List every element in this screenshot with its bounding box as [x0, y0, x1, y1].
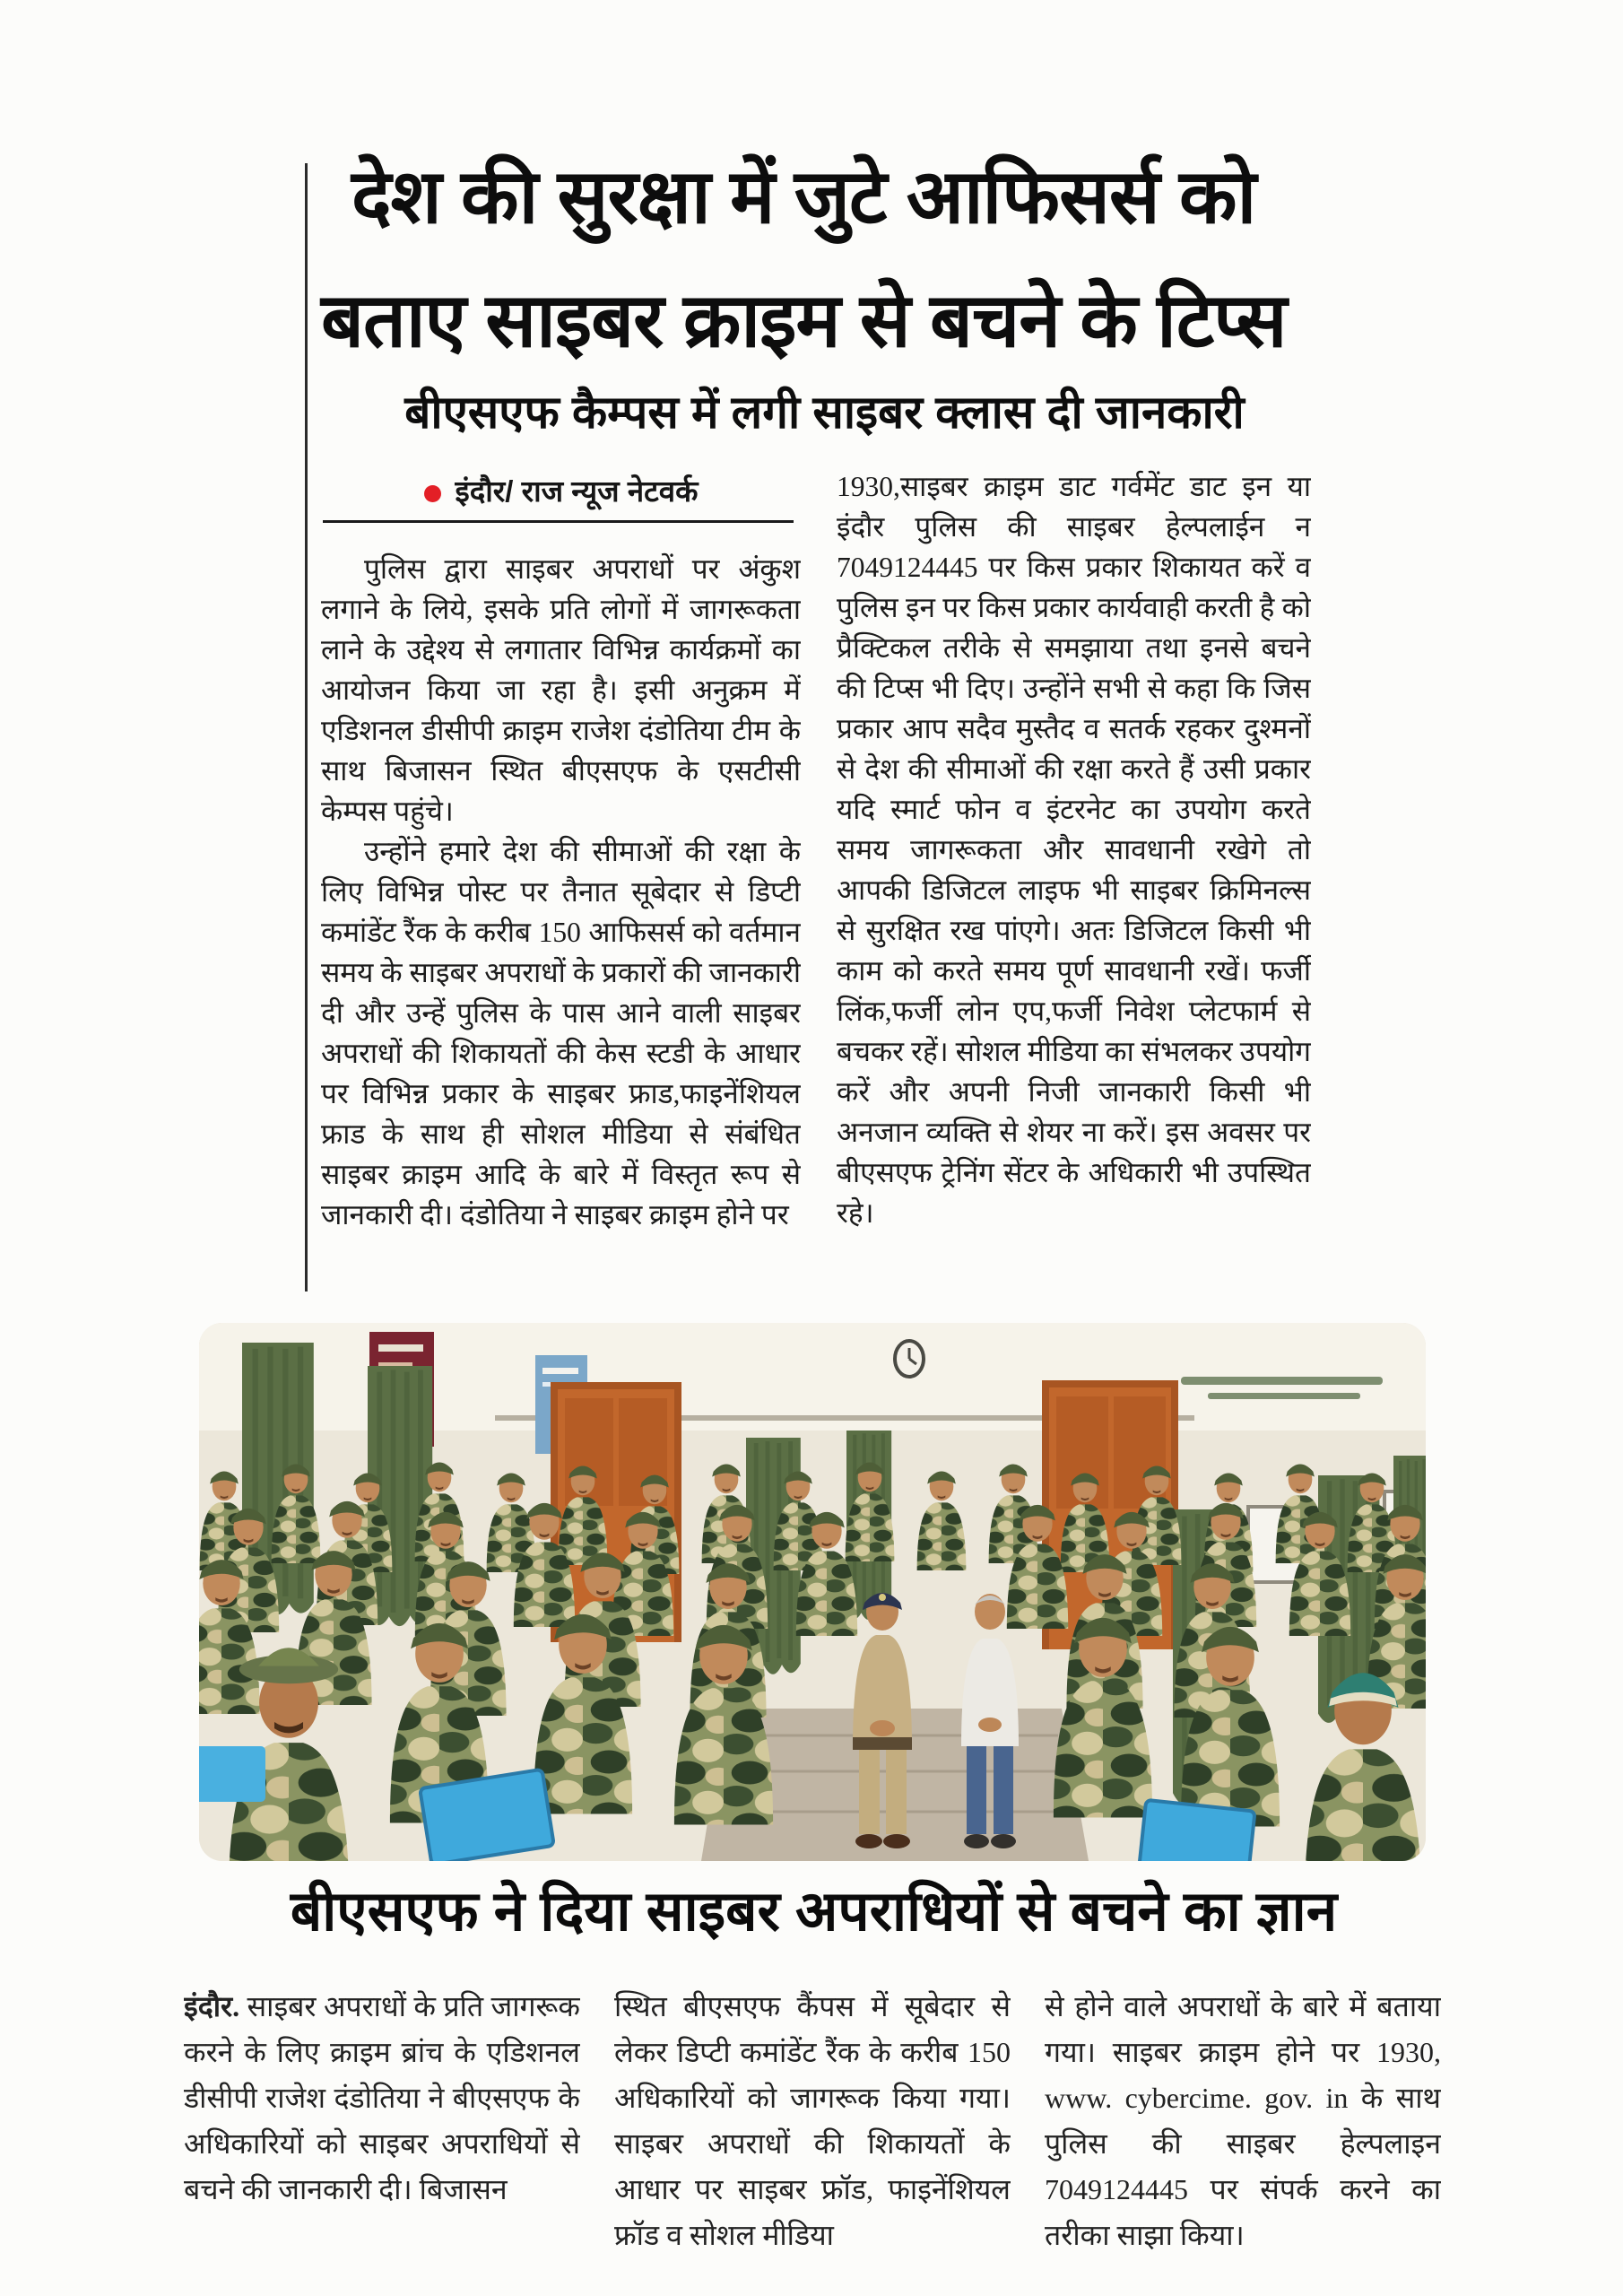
bottom-col1-text: साइबर अपराधों के प्रति जागरूक करने के लिए क्राइम ब्रांच के एडिशनल डीसीपी राजेश दंडोतिया ने बीएसएफ के अधिकारियों को साइबर अपराधियों से बचने की जानकारी दी। बिजासन [184, 1990, 580, 2205]
bottom-column-3 [1045, 1984, 1441, 2280]
byline-bullet-icon [424, 485, 441, 502]
body-paragraph-1: पुलिस द्वारा साइबर अपराधों पर अंकुश लगाने के लिये, इसके प्रति लोगों में जागरूकता लाने के उद्देश्य से लगातार विभिन्न कार्यक्रमों का आयोजन किया जा रहा है। इसी अनुक्रम में एडिशनल डीसीपी क्राइम राजेश दंडोतिया टीम के साथ बिजासन स्थित बीएसएफ के एसटीसी केम्पस पहुंचे। [321, 553, 801, 827]
bottom-column-1 [184, 1984, 580, 2280]
body-paragraph-2: उन्होंने हमारे देश की सीमाओं की रक्षा के लिए विभिन्न पोस्ट पर तैनात सूबेदार से डिप्टी कमांडेंट रैंक के करीब 150 आफिसर्स को वर्तमान समय के साइबर अपराधों के प्रकारों की जानकारी दी और उन्हें पुलिस के पास आने वाली साइबर अपराधों की शिकायतों की केस स्टडी के आधार पर विभिन्न प्रकार के साइबर फ्राड,फाइनेंशियल फ्राड के साथ ही सोशल मीडिया से संबंधित साइबर क्राइम आदि के बारे में विस्तृत रूप से जानकारी दी। दंडोतिया ने साइबर क्राइम होने पर [321, 836, 801, 1231]
bottom-paragraph-1 [184, 1984, 580, 2213]
bsf-group-photo [199, 1323, 1426, 1861]
byline-text: इंदौर/ राज न्यूज नेटवर्क [455, 474, 699, 508]
byline [321, 470, 801, 513]
headline-line-2: बताए साइबर क्राइम से बचने के टिप्स [321, 278, 1287, 362]
headline [321, 135, 1334, 382]
bottom-paragraph-3: से होने वाले अपराधों के बारे में बताया गया। साइबर क्राइम होने पर 1930, www. cybercime. gov. in के साथ पुलिस की साइबर हेल्पलाइन 7049124445 पर संपर्क करने का तरीका साझा किया। [1045, 1990, 1441, 2251]
body-column-right [837, 466, 1311, 1295]
article-left-rule [305, 163, 308, 1292]
bottom-paragraph-2: स्थित बीएसएफ कैंपस में सूबेदार से लेकर डिप्टी कमांडेंट रैंक के करीब 150 अधिकारियों को जागरूक किया गया। साइबर अपराधों की शिकायतों के आधार पर साइबर फ्रॉड, फाइनेंशियल फ्रॉड व सोशल मीडिया [614, 1990, 1011, 2251]
headline-line-1: देश की सुरक्षा में जुटे आफिसर्स को [352, 154, 1256, 239]
bsf-group-photo-illustration [199, 1323, 1426, 1861]
photo-caption: बीएसएफ ने दिया साइबर अपराधियों से बचने का ज्ञान [290, 1881, 1338, 1943]
byline-divider [323, 520, 794, 523]
photo-clock-icon [895, 1341, 924, 1377]
subheadline: बीएसएफ कैम्पस में लगी साइबर क्लास दी जानकारी [404, 387, 1245, 438]
body-paragraph-3: 1930,साइबर क्राइम डाट गर्वमेंट डाट इन या इंदौर पुलिस की साइबर हेल्पलाईन न 7049124445 पर किस प्रकार शिकायत करें व पुलिस इन पर किस प्रकार कार्यवाही करती है को प्रैक्टिकल तरीके से समझाया तथा इनसे बचने की टिप्स भी दिए। उन्होंने सभी से कहा कि जिस प्रकार आप सदैव मुस्तैद व सतर्क रहकर दुश्मनों से देश की सीमाओं की रक्षा करते हैं उसी प्रकार यदि स्मार्ट फोन व इंटरनेट का उपयोग करते समय जागरूकता और सावधानी रखेगे तो आपकी डिजिटल लाइफ भी साइबर क्रिमिनल्स से सुरक्षित रख पांएगे। अतः डिजिटल किसी भी काम को करते समय पूर्ण सावधानी रखें। फर्जी लिंक,फर्जी लोन एप,फर्जी निवेश प्लेटफार्म से बचकर रहें। सोशल मीडिया का संभलकर उपयोग करें और अपनी निजी जानकारी किसी भी अनजान व्यक्ति से शेयर ना करें। इस अवसर पर बीएसएफ ट्रेनिंग सेंटर के अधिकारी भी उपस्थित रहे। [837, 471, 1311, 1229]
bottom-column-2 [614, 1984, 1011, 2280]
body-column-left [321, 549, 801, 1295]
dateline: इंदौर. [184, 1990, 240, 2022]
